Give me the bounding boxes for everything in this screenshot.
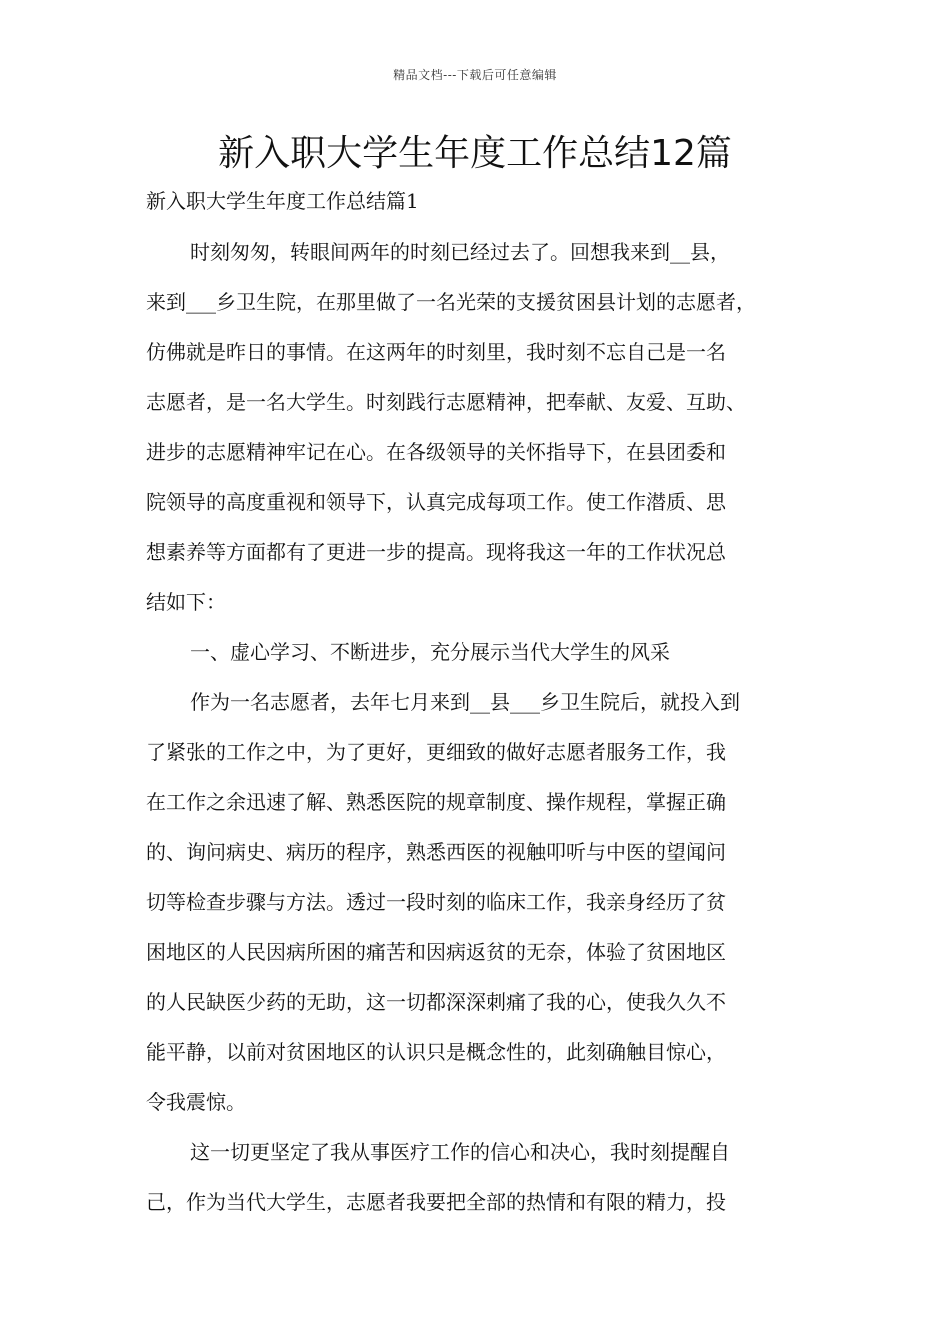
section-subtitle: 新入职大学生年度工作总结篇1 — [146, 189, 419, 213]
text-line: 切等检查步骤与方法。透过一段时刻的临床工作，我亲身经历了贫 — [146, 890, 726, 914]
text-line: 院领导的高度重视和领导下，认真完成每项工作。使工作潜质、思 — [146, 490, 726, 514]
text-line: 困地区的人民因病所困的痛苦和因病返贫的无奈，体验了贫困地区 — [146, 940, 726, 964]
section-heading-1 — [146, 627, 822, 677]
text-line: 作为一名志愿者，去年七月来到__县___乡卫生院后，就投入到 — [190, 690, 740, 714]
text-line: 己，作为当代大学生，志愿者我要把全部的热情和有限的精力，投 — [146, 1190, 726, 1214]
text-line: 进步的志愿精神牢记在心。在各级领导的关怀指导下，在县团委和 — [146, 440, 726, 464]
text-line: 的人民缺医少药的无助，这一切都深深刺痛了我的心，使我久久不 — [146, 990, 726, 1014]
text-line: 了紧张的工作之中，为了更好，更细致的做好志愿者服务工作，我 — [146, 740, 726, 764]
text-line: 仿佛就是昨日的事情。在这两年的时刻里，我时刻不忘自己是一名 — [146, 340, 726, 364]
header-note: 精品文档---下载后可任意编辑 — [393, 68, 557, 82]
text-line: 这一切更坚定了我从事医疗工作的信心和决心，我时刻提醒自 — [190, 1140, 730, 1164]
text-line: 一、虚心学习、不断进步，充分展示当代大学生的风采 — [190, 640, 670, 664]
paragraph-3 — [146, 1127, 822, 1227]
text-line: 结如下： — [146, 590, 226, 614]
text-line: 在工作之余迅速了解、熟悉医院的规章制度、操作规程，掌握正确 — [146, 790, 726, 814]
text-line: 志愿者，是一名大学生。时刻践行志愿精神，把奉献、友爱、互助、 — [146, 390, 746, 414]
text-line: 时刻匆匆，转眼间两年的时刻已经过去了。回想我来到__县， — [190, 240, 730, 264]
paragraph-1 — [146, 227, 822, 627]
text-line: 的、询问病史、病历的程序，熟悉西医的视触叩听与中医的望闻问 — [146, 840, 726, 864]
body-text — [146, 227, 822, 1227]
text-line: 来到___乡卫生院，在那里做了一名光荣的支援贫困县计划的志愿者， — [146, 290, 756, 314]
paragraph-2 — [146, 677, 822, 1127]
document-title: 新入职大学生年度工作总结12篇 — [218, 133, 732, 174]
text-line: 令我震惊。 — [146, 1090, 246, 1114]
text-line: 想素养等方面都有了更进一步的提高。现将我这一年的工作状况总 — [146, 540, 726, 564]
text-line: 能平静，以前对贫困地区的认识只是概念性的，此刻确触目惊心， — [146, 1040, 726, 1064]
